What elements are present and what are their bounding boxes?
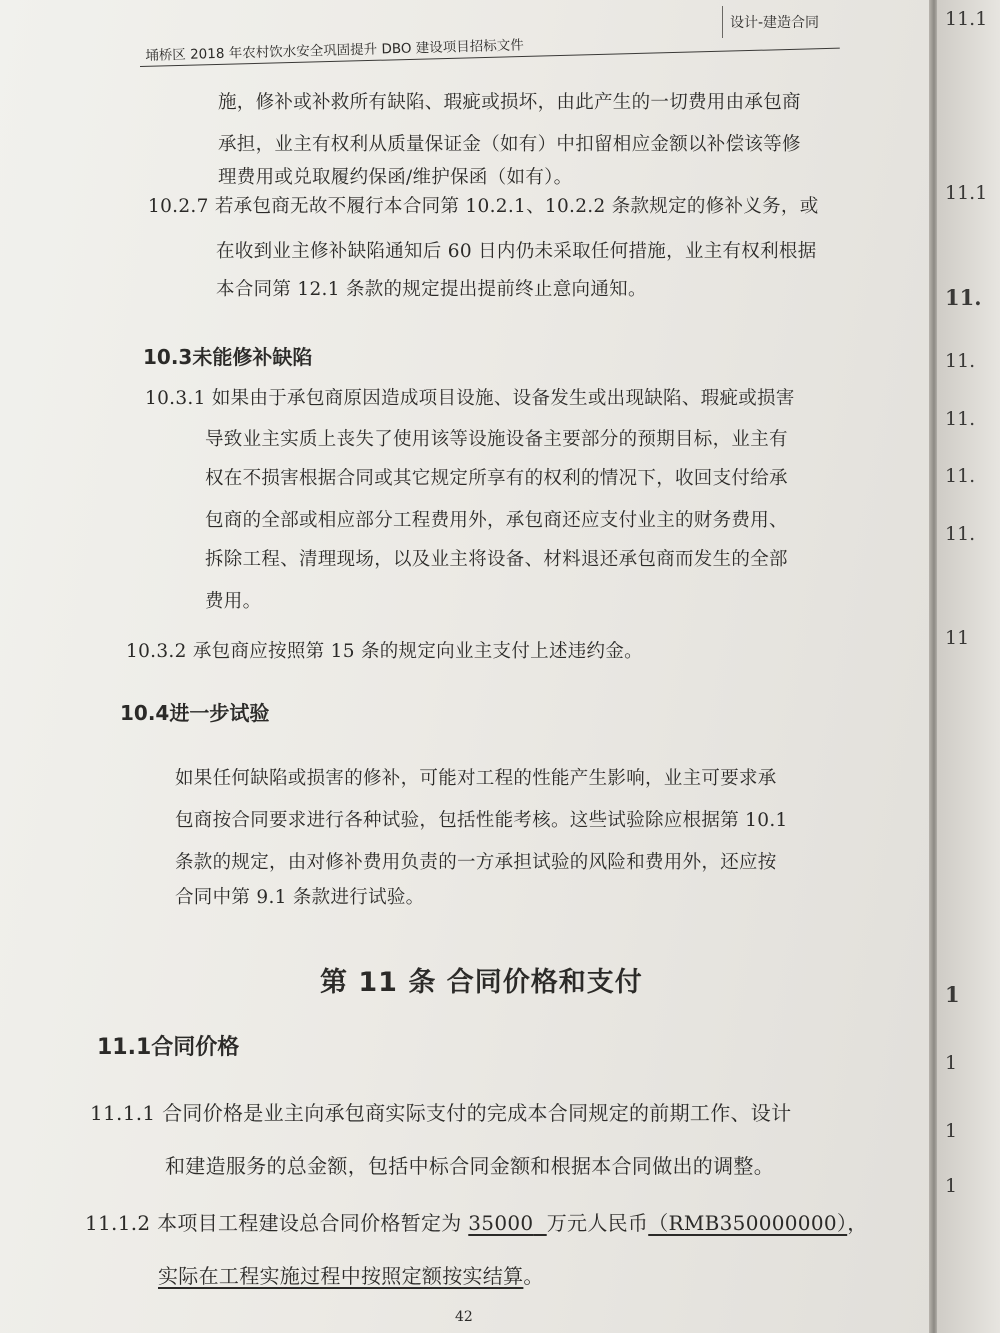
- adjacent-clause-number: 11.: [945, 350, 976, 372]
- clause-10-2-7: [148, 192, 819, 218]
- body-line: 费用。: [205, 591, 262, 612]
- body-line: 施，修补或补救所有缺陷、瑕疵或损坏，由此产生的一切费用由承包商: [218, 92, 801, 113]
- clause-text: 合同价格是业主向承包商实际支付的完成本合同规定的前期工作、设计: [162, 1101, 792, 1125]
- adjacent-page-edge: [937, 0, 1000, 1333]
- clause-text-b: 万元人民币: [546, 1211, 649, 1235]
- adjacent-clause-number: 11.1: [945, 8, 988, 30]
- page-number: 42: [455, 1309, 473, 1325]
- clause-text: 如果由于承包商原因造成项目设施、设备发生或出现缺陷、瑕疵或损害: [211, 388, 795, 409]
- amount-blank: [533, 1211, 546, 1235]
- adjacent-clause-number: 1: [945, 1052, 958, 1074]
- section-heading-10-4: 10.4进一步试验: [120, 701, 270, 725]
- header-doc-title: 埇桥区 2018 年农村饮水安全巩固提升 DBO 建设项目招标文件: [145, 37, 524, 64]
- adjacent-clause-number: 1: [945, 1175, 958, 1197]
- adjacent-clause-number: 11.1: [945, 182, 988, 204]
- contract-amount-rmb: （RMB350000000）: [648, 1211, 848, 1235]
- contract-amount: 35000: [468, 1211, 534, 1235]
- clause-number: 10.3.1: [145, 388, 206, 409]
- body-line: 承担，业主有权利从质量保证金（如有）中扣留相应金额以补偿该等修: [218, 134, 801, 155]
- clause-tail: ，: [847, 1211, 868, 1235]
- section-heading-11-1: 11.1合同价格: [97, 1035, 240, 1060]
- clause-number: 11.1.2: [85, 1211, 151, 1235]
- body-line: 包商的全部或相应部分工程费用外，承包商还应支付业主的财务费用、: [205, 510, 788, 531]
- clause-number: 10.3.2: [126, 641, 187, 662]
- clause-number: 10.2.7: [148, 196, 209, 217]
- body-line: 拆除工程、清理现场，以及业主将设备、材料退还承包商而发生的全部: [205, 549, 788, 570]
- adjacent-clause-number: 1: [945, 982, 960, 1007]
- adjacent-clause-number: 11.: [945, 285, 982, 310]
- adjacent-clause-number: 11.: [945, 465, 976, 487]
- body-line: 在收到业主修补缺陷通知后 60 日内仍未采取任何措施，业主有权利根据: [216, 241, 817, 262]
- header-separator: [722, 6, 723, 38]
- clause-number: 11.1.1: [90, 1101, 156, 1125]
- clause-10-3-1: [145, 384, 795, 410]
- body-line: 理费用或兑取履约保函/维护保函（如有）。: [218, 167, 573, 188]
- clause-text-a: 本项目工程建设总合同价格暂定为: [157, 1211, 469, 1235]
- body-line: 条款的规定，由对修补费用负责的一方承担试验的风险和费用外，还应按: [175, 852, 777, 873]
- clause-10-3-2: [126, 637, 643, 663]
- body-line: 和建造服务的总金额，包括中标合同金额和根据本合同做出的调整。: [165, 1154, 774, 1178]
- body-line: 包商按合同要求进行各种试验，包括性能考核。这些试验除应根据第 10.1: [175, 810, 788, 831]
- clause-11-1-2-line2: [158, 1260, 544, 1289]
- adjacent-clause-number: 11: [945, 627, 970, 649]
- body-line: 权在不损害根据合同或其它规定所享有的权利的情况下，收回支付给承: [205, 468, 788, 489]
- clause-text: 承包商应按照第 15 条的规定向业主支付上述违约金。: [192, 641, 643, 662]
- adjacent-clause-number: 1: [945, 1120, 958, 1142]
- clause-text: 若承包商无故不履行本合同第 10.2.1、10.2.2 条款规定的修补义务，或: [214, 196, 819, 217]
- article-title: 第 11 条 合同价格和支付: [320, 967, 643, 998]
- clause-11-1-1: [90, 1097, 791, 1126]
- header-section-label: 设计-建造合同: [730, 15, 820, 31]
- clause-tail: 。: [523, 1264, 544, 1288]
- body-line: 如果任何缺陷或损害的修补，可能对工程的性能产生影响，业主可要求承: [175, 768, 777, 789]
- settlement-note: 实际在工程实施过程中按照定额按实结算: [158, 1264, 524, 1288]
- body-line: 本合同第 12.1 条款的规定提出提前终止意向通知。: [216, 279, 647, 300]
- body-line: 导致业主实质上丧失了使用该等设施设备主要部分的预期目标，业主有: [205, 429, 788, 450]
- adjacent-clause-number: 11.: [945, 408, 976, 430]
- body-line: 合同中第 9.1 条款进行试验。: [175, 887, 425, 908]
- clause-11-1-2: [85, 1207, 868, 1236]
- section-heading-10-3: 10.3未能修补缺陷: [143, 345, 313, 369]
- adjacent-clause-number: 11.: [945, 523, 976, 545]
